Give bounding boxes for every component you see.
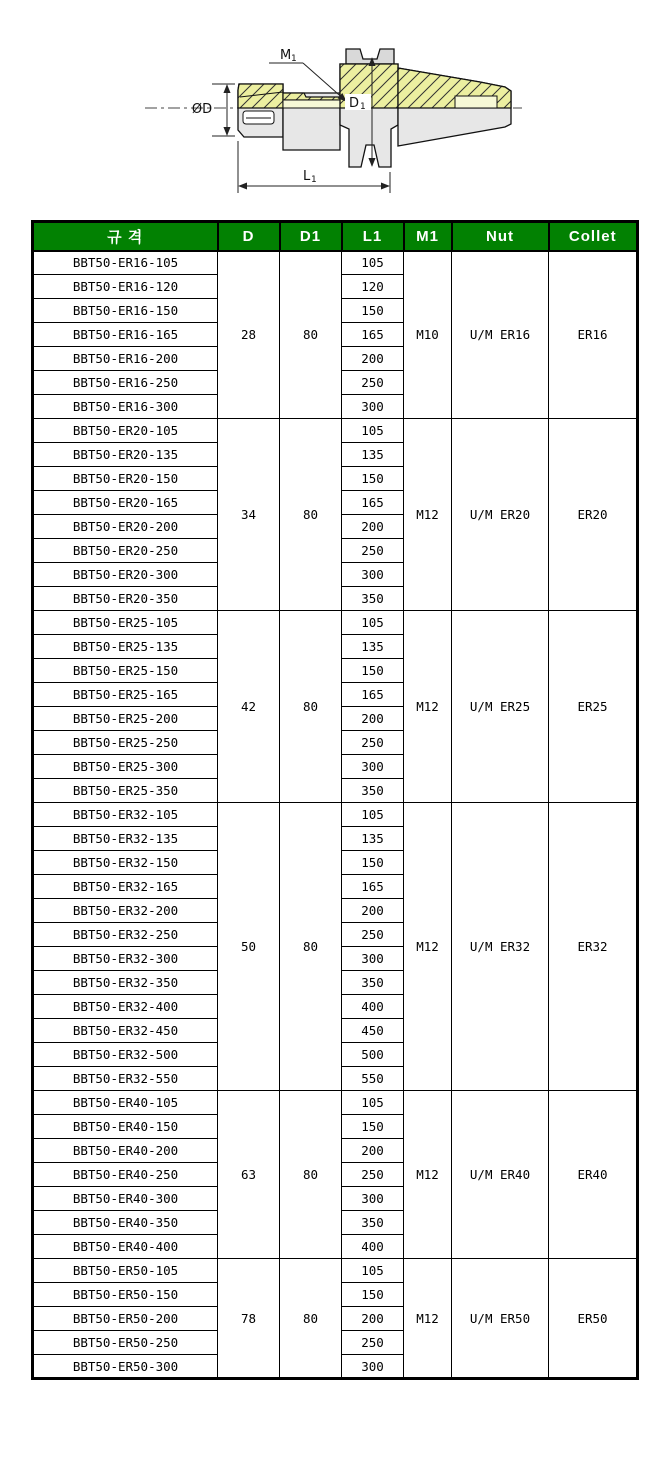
l1-cell: 105 xyxy=(342,251,404,275)
spec-cell: BBT50-ER20-135 xyxy=(33,443,218,467)
spec-cell: BBT50-ER32-150 xyxy=(33,851,218,875)
collet-cell: ER20 xyxy=(549,419,638,611)
spec-cell: BBT50-ER16-120 xyxy=(33,275,218,299)
l1-cell: 200 xyxy=(342,899,404,923)
nut-cell: U/M ER25 xyxy=(452,611,549,803)
taper-bore-step xyxy=(455,96,497,108)
d-cell: 28 xyxy=(218,251,280,419)
l1-cell: 300 xyxy=(342,1187,404,1211)
spec-cell: BBT50-ER25-350 xyxy=(33,779,218,803)
l1-cell: 105 xyxy=(342,1091,404,1115)
spec-cell: BBT50-ER50-250 xyxy=(33,1331,218,1355)
collet-cell: ER25 xyxy=(549,611,638,803)
table-row xyxy=(33,1259,638,1283)
spec-cell: BBT50-ER32-400 xyxy=(33,995,218,1019)
spec-cell: BBT50-ER20-105 xyxy=(33,419,218,443)
l1-cell: 300 xyxy=(342,1355,404,1379)
l1-cell: 350 xyxy=(342,779,404,803)
l1-cell: 400 xyxy=(342,1235,404,1259)
spec-cell: BBT50-ER20-300 xyxy=(33,563,218,587)
table-row xyxy=(33,419,638,443)
collet-cell: ER16 xyxy=(549,251,638,419)
spec-cell: BBT50-ER20-250 xyxy=(33,539,218,563)
spec-cell: BBT50-ER50-150 xyxy=(33,1283,218,1307)
l1-cell: 300 xyxy=(342,395,404,419)
spec-cell: BBT50-ER25-250 xyxy=(33,731,218,755)
table-header-row xyxy=(33,222,638,251)
dim-label-od: ØD xyxy=(191,102,213,117)
l1-cell: 300 xyxy=(342,755,404,779)
l1-cell: 500 xyxy=(342,1043,404,1067)
l1-cell: 250 xyxy=(342,539,404,563)
table-row xyxy=(33,611,638,635)
spec-cell: BBT50-ER16-165 xyxy=(33,323,218,347)
toolholder-diagram xyxy=(0,0,670,218)
dim-od xyxy=(212,84,235,136)
l1-cell: 150 xyxy=(342,1115,404,1139)
l1-cell: 350 xyxy=(342,971,404,995)
spec-cell: BBT50-ER32-550 xyxy=(33,1067,218,1091)
header-nut: Nut xyxy=(452,222,549,251)
l1-cell: 105 xyxy=(342,419,404,443)
spec-cell: BBT50-ER32-500 xyxy=(33,1043,218,1067)
nut-cell: U/M ER40 xyxy=(452,1091,549,1259)
l1-cell: 350 xyxy=(342,587,404,611)
body-bore xyxy=(283,100,340,108)
table-row xyxy=(33,1091,638,1115)
l1-cell: 150 xyxy=(342,1283,404,1307)
dim-label-l1: L1 xyxy=(303,169,317,185)
spec-cell: BBT50-ER16-200 xyxy=(33,347,218,371)
keyway-block-shape xyxy=(346,49,394,64)
spec-cell: BBT50-ER20-200 xyxy=(33,515,218,539)
spec-cell: BBT50-ER32-450 xyxy=(33,1019,218,1043)
l1-cell: 550 xyxy=(342,1067,404,1091)
nut-cell: U/M ER20 xyxy=(452,419,549,611)
spec-cell: BBT50-ER50-200 xyxy=(33,1307,218,1331)
d-cell: 42 xyxy=(218,611,280,803)
spec-cell: BBT50-ER40-400 xyxy=(33,1235,218,1259)
collet-cell: ER50 xyxy=(549,1259,638,1379)
l1-cell: 250 xyxy=(342,923,404,947)
spec-cell: BBT50-ER40-105 xyxy=(33,1091,218,1115)
spec-cell: BBT50-ER20-350 xyxy=(33,587,218,611)
table-row xyxy=(33,803,638,827)
collet-cell: ER32 xyxy=(549,803,638,1091)
l1-cell: 150 xyxy=(342,659,404,683)
nut-cell: U/M ER32 xyxy=(452,803,549,1091)
l1-cell: 120 xyxy=(342,275,404,299)
l1-cell: 300 xyxy=(342,563,404,587)
collet-cell: ER40 xyxy=(549,1091,638,1259)
spec-table-body xyxy=(33,251,638,1379)
spec-cell: BBT50-ER32-165 xyxy=(33,875,218,899)
l1-cell: 150 xyxy=(342,299,404,323)
l1-cell: 150 xyxy=(342,851,404,875)
l1-cell: 150 xyxy=(342,467,404,491)
l1-cell: 200 xyxy=(342,515,404,539)
d-cell: 34 xyxy=(218,419,280,611)
l1-cell: 300 xyxy=(342,947,404,971)
d1-cell: 80 xyxy=(280,251,342,419)
l1-cell: 250 xyxy=(342,371,404,395)
m1-cell: M12 xyxy=(404,611,452,803)
spec-cell: BBT50-ER40-200 xyxy=(33,1139,218,1163)
spec-cell: BBT50-ER25-150 xyxy=(33,659,218,683)
m1-cell: M12 xyxy=(404,1259,452,1379)
m1-cell: M10 xyxy=(404,251,452,419)
spec-cell: BBT50-ER20-150 xyxy=(33,467,218,491)
d1-cell: 80 xyxy=(280,1091,342,1259)
spec-cell: BBT50-ER32-300 xyxy=(33,947,218,971)
spec-cell: BBT50-ER40-250 xyxy=(33,1163,218,1187)
spec-cell: BBT50-ER25-165 xyxy=(33,683,218,707)
spec-cell: BBT50-ER20-165 xyxy=(33,491,218,515)
header-m1: M1 xyxy=(404,222,452,251)
spec-cell: BBT50-ER25-300 xyxy=(33,755,218,779)
d-cell: 50 xyxy=(218,803,280,1091)
table-row xyxy=(33,251,638,275)
d-cell: 63 xyxy=(218,1091,280,1259)
d1-cell: 80 xyxy=(280,803,342,1091)
l1-cell: 350 xyxy=(342,1211,404,1235)
l1-cell: 250 xyxy=(342,1331,404,1355)
m1-cell: M12 xyxy=(404,803,452,1091)
header-spec: 규 격 xyxy=(33,222,218,251)
l1-cell: 105 xyxy=(342,803,404,827)
l1-cell: 250 xyxy=(342,731,404,755)
l1-cell: 105 xyxy=(342,1259,404,1283)
header-l1: L1 xyxy=(342,222,404,251)
l1-cell: 135 xyxy=(342,827,404,851)
d1-cell: 80 xyxy=(280,419,342,611)
l1-cell: 200 xyxy=(342,1139,404,1163)
spec-cell: BBT50-ER16-105 xyxy=(33,251,218,275)
spec-cell: BBT50-ER32-200 xyxy=(33,899,218,923)
header-collet: Collet xyxy=(549,222,638,251)
nut-cell: U/M ER50 xyxy=(452,1259,549,1379)
l1-cell: 200 xyxy=(342,707,404,731)
dim-label-d1: D1 xyxy=(349,96,366,112)
l1-cell: 165 xyxy=(342,683,404,707)
l1-cell: 165 xyxy=(342,491,404,515)
spec-table xyxy=(31,220,639,1380)
l1-cell: 165 xyxy=(342,323,404,347)
nut-cell: U/M ER16 xyxy=(452,251,549,419)
d1-cell: 80 xyxy=(280,1259,342,1379)
spec-cell: BBT50-ER25-200 xyxy=(33,707,218,731)
m1-cell: M12 xyxy=(404,419,452,611)
l1-cell: 105 xyxy=(342,611,404,635)
l1-cell: 400 xyxy=(342,995,404,1019)
spec-cell: BBT50-ER25-105 xyxy=(33,611,218,635)
header-d1: D1 xyxy=(280,222,342,251)
m1-cell: M12 xyxy=(404,1091,452,1259)
spec-cell: BBT50-ER40-300 xyxy=(33,1187,218,1211)
l1-cell: 135 xyxy=(342,443,404,467)
header-d: D xyxy=(218,222,280,251)
spec-cell: BBT50-ER16-300 xyxy=(33,395,218,419)
dim-label-m1: M1 xyxy=(280,48,297,64)
spec-cell: BBT50-ER32-350 xyxy=(33,971,218,995)
d1-cell: 80 xyxy=(280,611,342,803)
spec-cell: BBT50-ER40-350 xyxy=(33,1211,218,1235)
spec-cell: BBT50-ER32-135 xyxy=(33,827,218,851)
spec-cell: BBT50-ER25-135 xyxy=(33,635,218,659)
l1-cell: 165 xyxy=(342,875,404,899)
l1-cell: 135 xyxy=(342,635,404,659)
spec-cell: BBT50-ER32-105 xyxy=(33,803,218,827)
spec-cell: BBT50-ER16-150 xyxy=(33,299,218,323)
l1-cell: 250 xyxy=(342,1163,404,1187)
d-cell: 78 xyxy=(218,1259,280,1379)
spec-cell: BBT50-ER50-300 xyxy=(33,1355,218,1379)
l1-cell: 200 xyxy=(342,347,404,371)
l1-cell: 200 xyxy=(342,1307,404,1331)
l1-cell: 450 xyxy=(342,1019,404,1043)
spec-cell: BBT50-ER32-250 xyxy=(33,923,218,947)
spec-cell: BBT50-ER40-150 xyxy=(33,1115,218,1139)
spec-cell: BBT50-ER16-250 xyxy=(33,371,218,395)
spec-cell: BBT50-ER50-105 xyxy=(33,1259,218,1283)
